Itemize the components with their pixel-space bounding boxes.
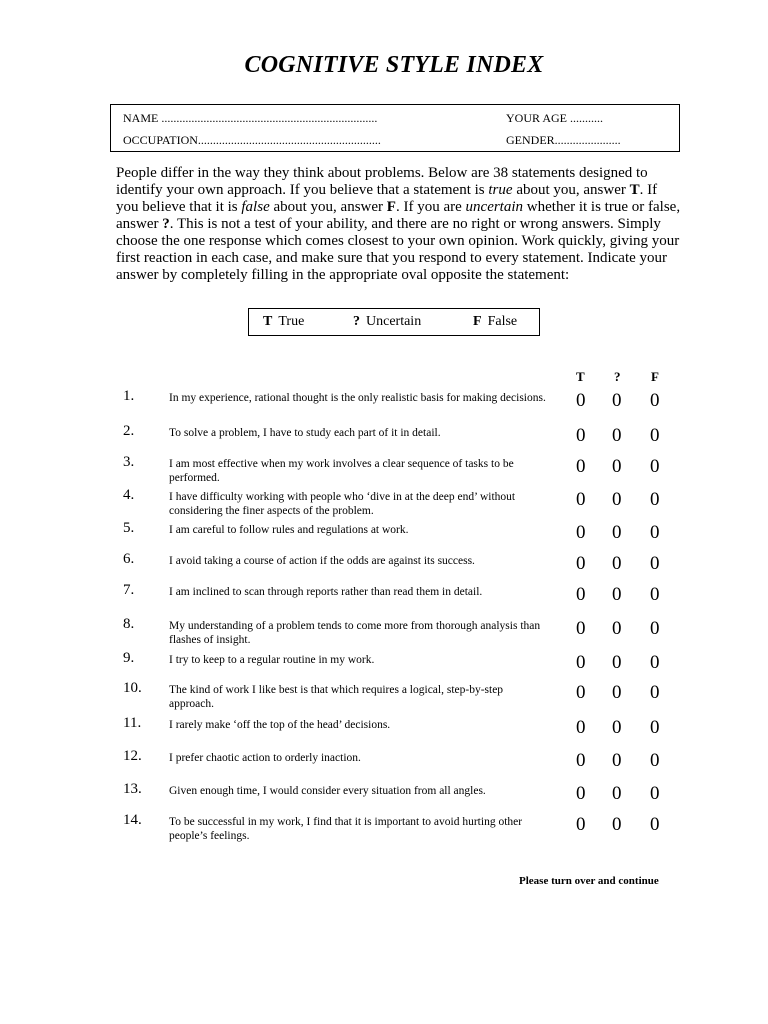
answer-oval-true[interactable]: 0 [576,425,586,446]
answer-oval-false[interactable]: 0 [650,682,660,703]
answer-oval-true[interactable]: 0 [576,814,586,835]
answer-oval-uncertain[interactable]: 0 [612,489,622,510]
answer-oval-true[interactable]: 0 [576,750,586,771]
answer-oval-false[interactable]: 0 [650,456,660,477]
answer-oval-false[interactable]: 0 [650,717,660,738]
answer-oval-uncertain[interactable]: 0 [612,750,622,771]
question-number: 5. [123,520,135,536]
question-text: Given enough time, I would consider every situation from all angles. [169,785,486,797]
answer-oval-true[interactable]: 0 [576,553,586,574]
answer-oval-false[interactable]: 0 [650,489,660,510]
question-text: I avoid taking a course of action if the odds are against its success. [169,555,475,567]
name-field[interactable]: NAME ........................................................................ [123,111,378,125]
answer-oval-false[interactable]: 0 [650,814,660,835]
question-text: I am most effective when my work involves a clear sequence of tasks to be performed. [169,458,514,484]
question-number: 3. [123,454,135,470]
instructions-paragraph: People differ in the way they think about problems. Below are 38 statements designed to identify your own approach. If you believe that a statement is true about you, answer T. If you believe that it is false about you, answer F. If you are uncertain whether it is true or false, answer ?. This is not a test of your ability, and there are no right or wrong answers. Simply choose the one response which comes closest to your own opinion. Work quickly, giving your first reaction in each case, and make sure that you respond to every statement. Indicate your answer by completely filling in the appropriate oval opposite the statement: [116,165,681,283]
question-text: In my experience, rational thought is the only realistic basis for making decisions. [169,392,546,404]
question-text: I have difficulty working with people who ‘dive in at the deep end’ without considering the finer aspects of the problem. [169,491,516,517]
answer-oval-true[interactable]: 0 [576,717,586,738]
answer-oval-true[interactable]: 0 [576,489,586,510]
answer-legend [248,308,540,336]
answer-oval-false[interactable]: 0 [650,522,660,543]
answer-oval-false[interactable]: 0 [650,652,660,673]
question-text: I try to keep to a regular routine in my work. [169,654,375,666]
question-number: 12. [123,748,142,764]
answer-oval-false[interactable]: 0 [650,425,660,446]
answer-oval-true[interactable]: 0 [576,522,586,543]
answer-oval-false[interactable]: 0 [650,584,660,605]
question-number: 7. [123,582,135,598]
answer-oval-uncertain[interactable]: 0 [612,652,622,673]
legend-uncertain: ? Uncertain [353,314,422,329]
answer-oval-uncertain[interactable]: 0 [612,618,622,639]
answer-oval-uncertain[interactable]: 0 [612,717,622,738]
question-number: 8. [123,616,135,632]
age-field[interactable]: YOUR AGE ........... [506,111,604,125]
question-text: To be successful in my work, I find that it is important to avoid hurting other people’s feelings. [169,816,523,842]
answer-oval-true[interactable]: 0 [576,456,586,477]
legend-true: T True [263,314,305,329]
answer-oval-true[interactable]: 0 [576,682,586,703]
occupation-field[interactable]: OCCUPATION............................................................. [123,133,381,147]
answer-oval-uncertain[interactable]: 0 [612,390,622,411]
answer-oval-uncertain[interactable]: 0 [612,553,622,574]
question-number: 9. [123,650,135,666]
answer-oval-uncertain[interactable]: 0 [612,425,622,446]
question-number: 14. [123,812,142,828]
answer-oval-true[interactable]: 0 [576,584,586,605]
answer-oval-false[interactable]: 0 [650,618,660,639]
answer-oval-uncertain[interactable]: 0 [612,456,622,477]
question-text: To solve a problem, I have to study each part of it in detail. [169,427,441,439]
answer-oval-true[interactable]: 0 [576,390,586,411]
gender-field[interactable]: GENDER...................... [506,133,621,147]
legend-false: F False [473,314,518,329]
question-text: The kind of work I like best is that which requires a logical, step-by-step approach. [169,684,504,710]
answer-oval-uncertain[interactable]: 0 [612,814,622,835]
answer-oval-uncertain[interactable]: 0 [612,682,622,703]
question-text: I prefer chaotic action to orderly inaction. [169,752,361,764]
question-number: 13. [123,781,142,797]
column-header-true: T [576,369,585,384]
answer-oval-false[interactable]: 0 [650,783,660,804]
question-text: I rarely make ‘off the top of the head’ decisions. [169,719,391,731]
answer-oval-false[interactable]: 0 [650,750,660,771]
personal-info-box [110,104,680,152]
answer-oval-uncertain[interactable]: 0 [612,522,622,543]
answer-oval-uncertain[interactable]: 0 [612,783,622,804]
page-footer: Please turn over and continue [519,875,659,887]
question-number: 11. [123,715,142,731]
answer-oval-true[interactable]: 0 [576,783,586,804]
answer-oval-true[interactable]: 0 [576,618,586,639]
answer-oval-false[interactable]: 0 [650,553,660,574]
question-number: 4. [123,487,135,503]
question-number: 10. [123,680,142,696]
question-text: My understanding of a problem tends to come more from thorough analysis than flashes of insight. [169,620,541,646]
answer-oval-uncertain[interactable]: 0 [612,584,622,605]
answer-oval-true[interactable]: 0 [576,652,586,673]
answer-oval-false[interactable]: 0 [650,390,660,411]
page-title: COGNITIVE STYLE INDEX [244,52,544,78]
column-header-false: F [651,369,659,384]
question-text: I am inclined to scan through reports rather than read them in detail. [169,586,483,598]
question-number: 2. [123,423,135,439]
question-number: 6. [123,551,135,567]
question-text: I am careful to follow rules and regulations at work. [169,524,409,536]
column-header-uncertain: ? [614,369,621,384]
question-number: 1. [123,388,135,404]
